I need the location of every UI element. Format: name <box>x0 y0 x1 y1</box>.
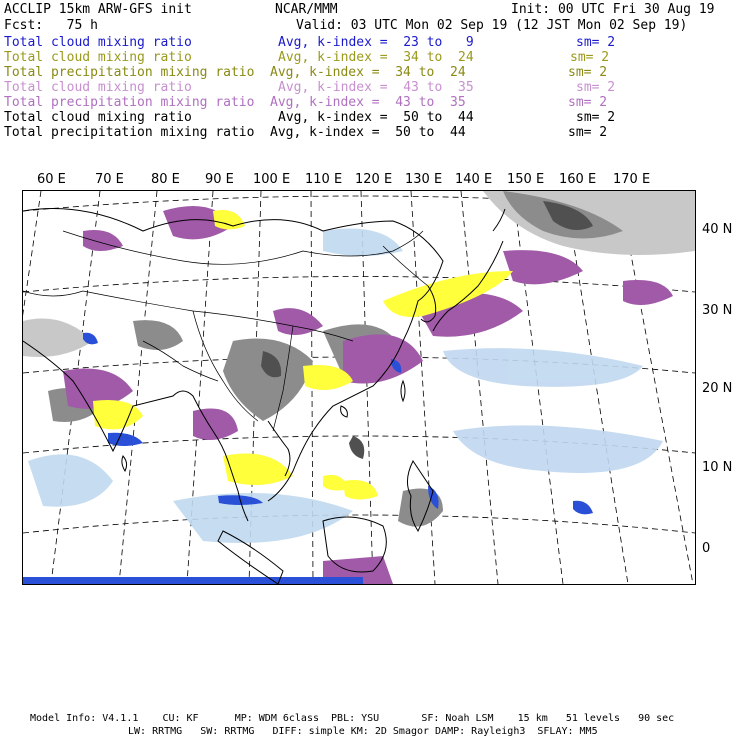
field-avg: Avg, k-index = 34 to 24 <box>278 50 474 65</box>
lon-label: 160 E <box>559 172 597 187</box>
field-name: Total cloud mixing ratio <box>4 110 192 125</box>
field-sm: sm= 2 <box>576 110 616 125</box>
field-avg: Avg, k-index = 50 to 44 <box>270 125 466 140</box>
lat-label: 30 N <box>702 303 733 318</box>
lon-label: 100 E <box>253 172 291 187</box>
model-info-line2: LW: RRTMG SW: RRTMG DIFF: simple KM: 2D Smagor DAMP: Rayleigh3 SFLAY: MM5 <box>128 726 598 737</box>
field-name: Total cloud mixing ratio <box>4 80 192 95</box>
field-sm: sm= 2 <box>568 125 608 140</box>
shading-purple <box>63 206 673 584</box>
field-name: Total cloud mixing ratio <box>4 35 192 50</box>
lon-label: 130 E <box>405 172 443 187</box>
model-info-line1: Model Info: V4.1.1 CU: KF MP: WDM 6class PBL: YSU SF: Noah LSM 15 km 51 levels 90 sec <box>30 713 675 724</box>
field-sm: sm= 2 <box>576 80 616 95</box>
lon-label: 120 E <box>355 172 393 187</box>
field-sm: sm= 2 <box>568 95 608 110</box>
field-avg: Avg, k-index = 34 to 24 <box>270 65 466 80</box>
lon-label: 140 E <box>455 172 493 187</box>
field-sm: sm= 2 <box>576 35 616 50</box>
lat-label: 40 N <box>702 222 733 237</box>
institution-label: NCAR/MMM <box>275 2 338 17</box>
forecast-hour: Fcst: 75 h <box>4 18 98 33</box>
lat-label: 0 <box>702 541 711 556</box>
field-avg: Avg, k-index = 23 to 9 <box>278 35 474 50</box>
map-svg <box>23 191 695 584</box>
lon-label: 80 E <box>151 172 180 187</box>
lon-label: 110 E <box>305 172 343 187</box>
field-avg: Avg, k-index = 50 to 44 <box>278 110 474 125</box>
field-name: Total cloud mixing ratio <box>4 50 192 65</box>
map-panel <box>22 190 696 585</box>
field-avg: Avg, k-index = 43 to 35 <box>278 80 474 95</box>
lat-label: 10 N <box>702 460 733 475</box>
field-name: Total precipitation mixing ratio <box>4 95 255 110</box>
field-sm: sm= 2 <box>570 50 610 65</box>
lon-label: 60 E <box>37 172 66 187</box>
field-avg: Avg, k-index = 43 to 35 <box>270 95 466 110</box>
lon-label: 90 E <box>205 172 234 187</box>
valid-time: Valid: 03 UTC Mon 02 Sep 19 (12 JST Mon 02 Sep 19) <box>296 18 688 33</box>
lon-label: 150 E <box>507 172 545 187</box>
lon-label: 70 E <box>95 172 124 187</box>
field-name: Total precipitation mixing ratio <box>4 125 255 140</box>
field-name: Total precipitation mixing ratio <box>4 65 255 80</box>
field-sm: sm= 2 <box>568 65 608 80</box>
model-title: ACCLIP 15km ARW-GFS init <box>4 2 192 17</box>
lon-label: 170 E <box>613 172 651 187</box>
lat-label: 20 N <box>702 381 733 396</box>
init-time: Init: 00 UTC Fri 30 Aug 19 <box>511 2 715 17</box>
